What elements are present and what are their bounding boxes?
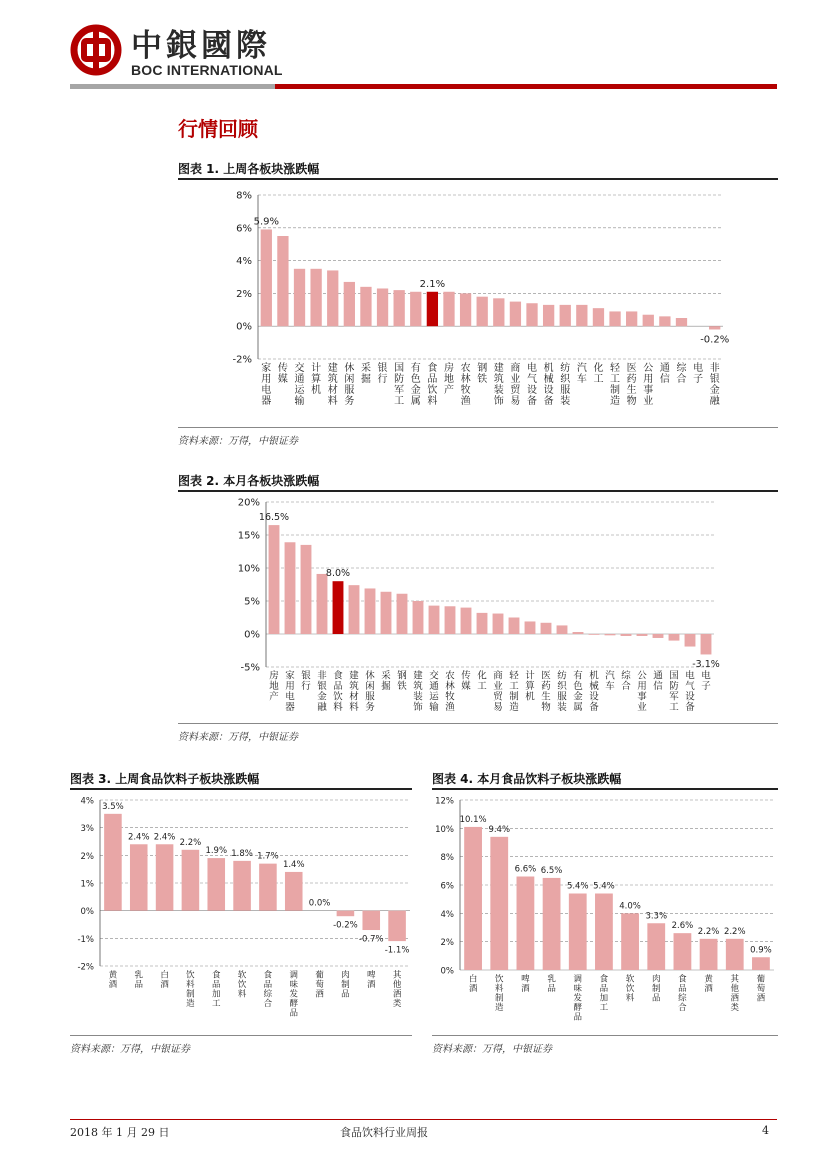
y-tick-label: 0% [440, 966, 454, 977]
bar-采掘 [360, 287, 371, 326]
figure-3-source: 资料来源：万得，中银证券 [70, 1044, 190, 1055]
bar-软饮料 [621, 913, 639, 970]
bar-软饮料 [233, 861, 251, 911]
data-label: 1.9% [205, 846, 228, 857]
bar-钢铁 [477, 297, 488, 327]
bar-机械设备 [543, 305, 554, 326]
y-tick-label: -5% [240, 662, 260, 674]
x-tick-label: 建筑材料 [327, 363, 338, 407]
footer-date: 2018 年 1 月 29 日 [70, 1126, 170, 1139]
x-tick-label: 软饮料 [625, 974, 635, 1004]
bar-黄酒 [104, 814, 122, 911]
x-tick-label: 其他酒类 [730, 974, 740, 1013]
x-tick-label: 化工 [593, 363, 604, 385]
footer-title: 食品饮料行业周报 [340, 1126, 428, 1139]
data-label: 2.6% [671, 921, 694, 932]
bar-肉制品 [337, 911, 355, 917]
x-tick-label: 钢铁 [477, 363, 488, 385]
x-tick-label: 食品加工 [211, 970, 221, 1009]
x-tick-label: 软饮料 [237, 970, 247, 1000]
header [0, 0, 827, 95]
x-tick-label: 调味发酵品 [289, 970, 299, 1019]
figure-2-title: 图表 2. 本月各板块涨跌幅 [178, 474, 320, 488]
bar-休闲服务 [365, 588, 376, 634]
bar-肉制品 [647, 923, 665, 970]
y-tick-label: 15% [237, 530, 260, 542]
x-tick-label: 医药生物 [626, 363, 637, 407]
footer-page-number: 4 [762, 1124, 769, 1137]
bar-计算机 [525, 621, 536, 634]
bar-家用电器 [285, 542, 296, 634]
bar-通信 [653, 634, 664, 638]
bar-非银金融 [709, 326, 720, 329]
bar-纺织服装 [557, 625, 568, 634]
bar-电气设备 [685, 634, 696, 647]
y-tick-label: 4% [440, 909, 454, 920]
x-tick-label: 钢铁 [397, 670, 407, 692]
x-tick-label: 商业贸易 [510, 363, 521, 407]
bar-轻工制造 [609, 311, 620, 326]
bar-休闲服务 [344, 282, 355, 326]
y-tick-label: 10% [237, 563, 260, 575]
bar-综合 [676, 318, 687, 326]
bar-调味发酵品 [569, 894, 587, 971]
y-tick-label: -1% [77, 934, 94, 945]
x-tick-label: 食品加工 [599, 974, 609, 1013]
x-tick-label: 葡萄酒 [315, 970, 324, 1000]
bar-交通运输 [294, 269, 305, 326]
bar-食品饮料 [333, 581, 344, 634]
data-label: 2.4% [153, 832, 176, 843]
y-tick-label: 2% [236, 288, 252, 300]
data-label: 4.0% [619, 901, 641, 912]
y-tick-label: 2% [440, 938, 454, 949]
y-tick-label: 0% [236, 321, 252, 333]
bar-公用事业 [637, 634, 648, 636]
x-tick-label: 葡萄酒 [756, 974, 766, 1004]
x-tick-label: 采掘 [381, 670, 391, 692]
x-tick-label: 食品饮料 [333, 670, 343, 713]
logo-cn: 中銀國際 [131, 28, 271, 64]
x-tick-label: 国防军工 [394, 363, 405, 407]
x-tick-label: 电子 [701, 670, 711, 692]
boc-logo-icon [70, 24, 122, 76]
x-tick-label: 肉制品 [341, 970, 350, 1000]
bar-机械设备 [589, 634, 600, 635]
bar-电气设备 [526, 303, 537, 326]
bar-乳品 [130, 844, 148, 910]
y-tick-label: 5% [244, 596, 260, 608]
data-label: 6.5% [540, 865, 563, 876]
data-label: 5.4% [593, 881, 615, 892]
data-label: 0.0% [308, 898, 331, 909]
figure-1-title-rule [178, 178, 778, 180]
x-tick-label: 饮料制造 [494, 974, 504, 1013]
data-label: -0.7% [358, 934, 384, 945]
bar-采掘 [381, 592, 392, 634]
data-label: 5.4% [566, 881, 589, 892]
data-label: 2.1% [419, 278, 446, 290]
y-tick-label: 1% [80, 879, 94, 890]
data-label: 2.2% [179, 837, 202, 848]
y-tick-label: 6% [236, 223, 252, 235]
x-tick-label: 机械设备 [543, 363, 554, 407]
y-tick-label: 20% [237, 497, 260, 509]
bar-纺织服装 [560, 305, 571, 326]
data-label: 2.2% [697, 926, 720, 937]
figure-4-source-rule [432, 1035, 778, 1036]
bar-医药生物 [541, 623, 552, 634]
x-tick-label: 机械设备 [589, 670, 599, 713]
y-tick-label: -2% [77, 962, 94, 973]
bar-计算机 [310, 269, 321, 326]
bar-有色金属 [410, 292, 421, 326]
x-tick-label: 肉制品 [651, 974, 661, 1004]
bar-汽车 [605, 634, 616, 635]
x-tick-label: 家用电器 [285, 670, 295, 713]
bar-黄酒 [700, 939, 718, 970]
x-tick-label: 传媒 [277, 363, 288, 385]
x-tick-label: 房地产 [443, 363, 454, 396]
x-tick-label: 食品饮料 [427, 363, 438, 407]
bar-非银金融 [317, 574, 328, 634]
bar-国防军工 [669, 634, 680, 641]
x-tick-label: 电气设备 [527, 363, 538, 407]
x-tick-label: 电子 [693, 363, 704, 385]
bar-食品综合 [259, 864, 277, 911]
x-tick-label: 建筑装饰 [413, 670, 423, 713]
bar-轻工制造 [509, 618, 520, 635]
x-tick-label: 传媒 [461, 670, 471, 692]
bar-乳品 [543, 878, 561, 970]
x-tick-label: 轻工制造 [509, 670, 519, 713]
x-tick-label: 农林牧渔 [460, 363, 471, 407]
figure-1-source: 资料来源：万得，中银证券 [178, 436, 298, 447]
data-label: -3.1% [692, 658, 720, 670]
x-tick-label: 轻工制造 [610, 363, 621, 407]
figure-3-source-rule [70, 1035, 412, 1036]
figure-2-source: 资料来源：万得，中银证券 [178, 732, 298, 743]
bar-传媒 [277, 236, 288, 326]
x-tick-label: 家用电器 [261, 363, 272, 407]
x-tick-label: 有色金属 [410, 363, 421, 407]
x-tick-label: 通信 [653, 670, 663, 692]
bar-交通运输 [429, 606, 440, 634]
bar-有色金属 [573, 632, 584, 634]
x-tick-label: 通信 [659, 363, 670, 385]
x-tick-label: 纺织服装 [560, 363, 571, 407]
bar-农林牧渔 [445, 606, 456, 634]
data-label: 3.3% [645, 911, 668, 922]
bar-饮料制造 [182, 850, 200, 911]
bar-电子 [701, 634, 712, 654]
bar-通信 [659, 316, 670, 326]
bar-其他酒类 [726, 939, 744, 970]
bar-综合 [621, 634, 632, 636]
data-label: 1.8% [231, 848, 253, 859]
bar-建筑装饰 [413, 601, 424, 634]
x-tick-label: 银行 [301, 670, 311, 692]
data-label: 2.4% [127, 832, 150, 843]
section-title: 行情回顾 [178, 117, 258, 141]
bar-白酒 [156, 844, 174, 910]
bar-传媒 [461, 608, 472, 634]
x-tick-label: 乳品 [134, 970, 144, 990]
x-tick-label: 电气设备 [685, 670, 695, 713]
bar-调味发酵品 [285, 872, 303, 911]
figure-2-source-rule [178, 723, 778, 724]
data-label: 0.9% [750, 945, 772, 956]
bar-建筑材料 [327, 270, 338, 326]
figure-1-title: 图表 1. 上周各板块涨跌幅 [178, 162, 320, 176]
x-tick-label: 计算机 [311, 363, 322, 396]
x-tick-label: 纺织服装 [557, 670, 567, 713]
data-label: 9.4% [488, 824, 511, 835]
y-tick-label: 2% [80, 851, 94, 862]
x-tick-label: 交通运输 [294, 363, 305, 407]
x-tick-label: 化工 [477, 670, 487, 692]
bar-银行 [301, 545, 312, 634]
x-tick-label: 银行 [377, 363, 388, 385]
bar-家用电器 [261, 229, 272, 326]
figure-3-title: 图表 3. 上周食品饮料子板块涨跌幅 [70, 772, 260, 786]
data-label: 1.4% [282, 859, 305, 870]
data-label: 10.1% [459, 814, 487, 825]
bar-其他酒类 [388, 911, 406, 941]
data-label: 16.5% [258, 512, 290, 524]
figure-1-source-rule [178, 427, 778, 428]
x-tick-label: 休闲服务 [344, 363, 355, 407]
bar-医药生物 [626, 311, 637, 326]
x-tick-label: 食品综合 [678, 974, 687, 1013]
bar-食品加工 [207, 858, 225, 911]
bar-建筑材料 [349, 585, 360, 634]
x-tick-label: 调味发酵品 [573, 974, 583, 1023]
x-tick-label: 建筑装饰 [493, 363, 504, 407]
footer-rule [70, 1119, 777, 1120]
bar-食品综合 [674, 933, 692, 970]
bar-啤酒 [517, 877, 535, 971]
bar-银行 [377, 288, 388, 326]
x-tick-label: 非银金融 [709, 363, 720, 407]
y-tick-label: 6% [440, 881, 454, 892]
x-tick-label: 建筑材料 [349, 670, 359, 713]
bar-化工 [593, 308, 604, 326]
header-gray-bar [70, 84, 275, 89]
x-tick-label: 汽车 [605, 670, 615, 692]
x-tick-label: 国防军工 [669, 670, 679, 713]
y-tick-label: 12% [435, 796, 454, 807]
chart-2 [178, 492, 778, 722]
bar-房地产 [443, 292, 454, 326]
bar-国防军工 [394, 290, 405, 326]
bar-公用事业 [643, 315, 654, 326]
x-tick-label: 有色金属 [573, 670, 583, 713]
chart-4 [432, 790, 778, 1034]
bar-葡萄酒 [752, 957, 770, 970]
x-tick-label: 白酒 [468, 974, 478, 994]
bar-饮料制造 [490, 837, 508, 970]
bar-白酒 [464, 827, 482, 970]
bar-建筑装饰 [493, 298, 504, 326]
data-label: 1.7% [257, 851, 279, 862]
x-tick-label: 综合 [621, 670, 631, 692]
chart-3 [70, 790, 412, 1034]
bar-汽车 [576, 305, 587, 326]
x-tick-label: 采掘 [360, 363, 371, 385]
x-tick-label: 其他酒类 [392, 970, 402, 1009]
bar-商业贸易 [493, 614, 504, 634]
x-tick-label: 商业贸易 [493, 670, 503, 713]
x-tick-label: 计算机 [525, 670, 535, 703]
x-tick-label: 汽车 [576, 363, 587, 385]
x-tick-label: 房地产 [269, 670, 279, 703]
x-tick-label: 黄酒 [704, 974, 713, 994]
x-tick-label: 医药生物 [541, 670, 551, 713]
header-red-bar [275, 84, 777, 89]
x-tick-label: 公用事业 [643, 363, 654, 407]
bar-食品加工 [595, 894, 613, 971]
y-tick-label: 0% [80, 907, 94, 918]
figure-4-title: 图表 4. 本月食品饮料子板块涨跌幅 [432, 772, 622, 786]
x-tick-label: 乳品 [547, 974, 556, 994]
x-tick-label: 公用事业 [637, 670, 647, 713]
figure-4-source: 资料来源：万得，中银证券 [432, 1044, 552, 1055]
x-tick-label: 交通运输 [429, 670, 439, 713]
x-tick-label: 白酒 [160, 970, 169, 990]
bar-啤酒 [362, 911, 380, 930]
data-label: 8.0% [325, 568, 351, 580]
x-tick-label: 啤酒 [521, 974, 530, 994]
x-tick-label: 农林牧渔 [445, 670, 455, 713]
y-tick-label: -2% [232, 354, 252, 366]
x-tick-label: 非银金融 [317, 670, 327, 713]
y-tick-label: 0% [244, 629, 260, 641]
bar-钢铁 [397, 594, 408, 634]
logo-en: BOC INTERNATIONAL [131, 62, 283, 78]
y-tick-label: 10% [435, 824, 454, 835]
y-tick-label: 4% [236, 256, 252, 268]
bar-化工 [477, 613, 488, 634]
x-tick-label: 综合 [676, 363, 687, 385]
bar-商业贸易 [510, 302, 521, 327]
y-tick-label: 3% [80, 824, 94, 835]
data-label: 5.9% [253, 216, 280, 228]
x-tick-label: 黄酒 [108, 970, 118, 990]
data-label: -0.2% [700, 334, 730, 346]
y-tick-label: 8% [440, 853, 454, 864]
bar-房地产 [269, 525, 280, 634]
y-tick-label: 4% [80, 796, 94, 807]
data-label: 3.5% [102, 801, 124, 812]
x-tick-label: 啤酒 [366, 970, 376, 990]
x-tick-label: 饮料制造 [186, 970, 195, 1009]
chart-1 [178, 182, 778, 424]
x-tick-label: 食品综合 [263, 970, 273, 1009]
bar-农林牧渔 [460, 293, 471, 326]
data-label: -0.2% [333, 920, 358, 931]
data-label: 6.6% [514, 864, 537, 875]
bar-食品饮料 [427, 292, 438, 326]
x-tick-label: 休闲服务 [365, 670, 375, 713]
y-tick-label: 8% [236, 190, 252, 202]
data-label: 2.2% [723, 926, 746, 937]
data-label: -1.1% [384, 945, 410, 956]
